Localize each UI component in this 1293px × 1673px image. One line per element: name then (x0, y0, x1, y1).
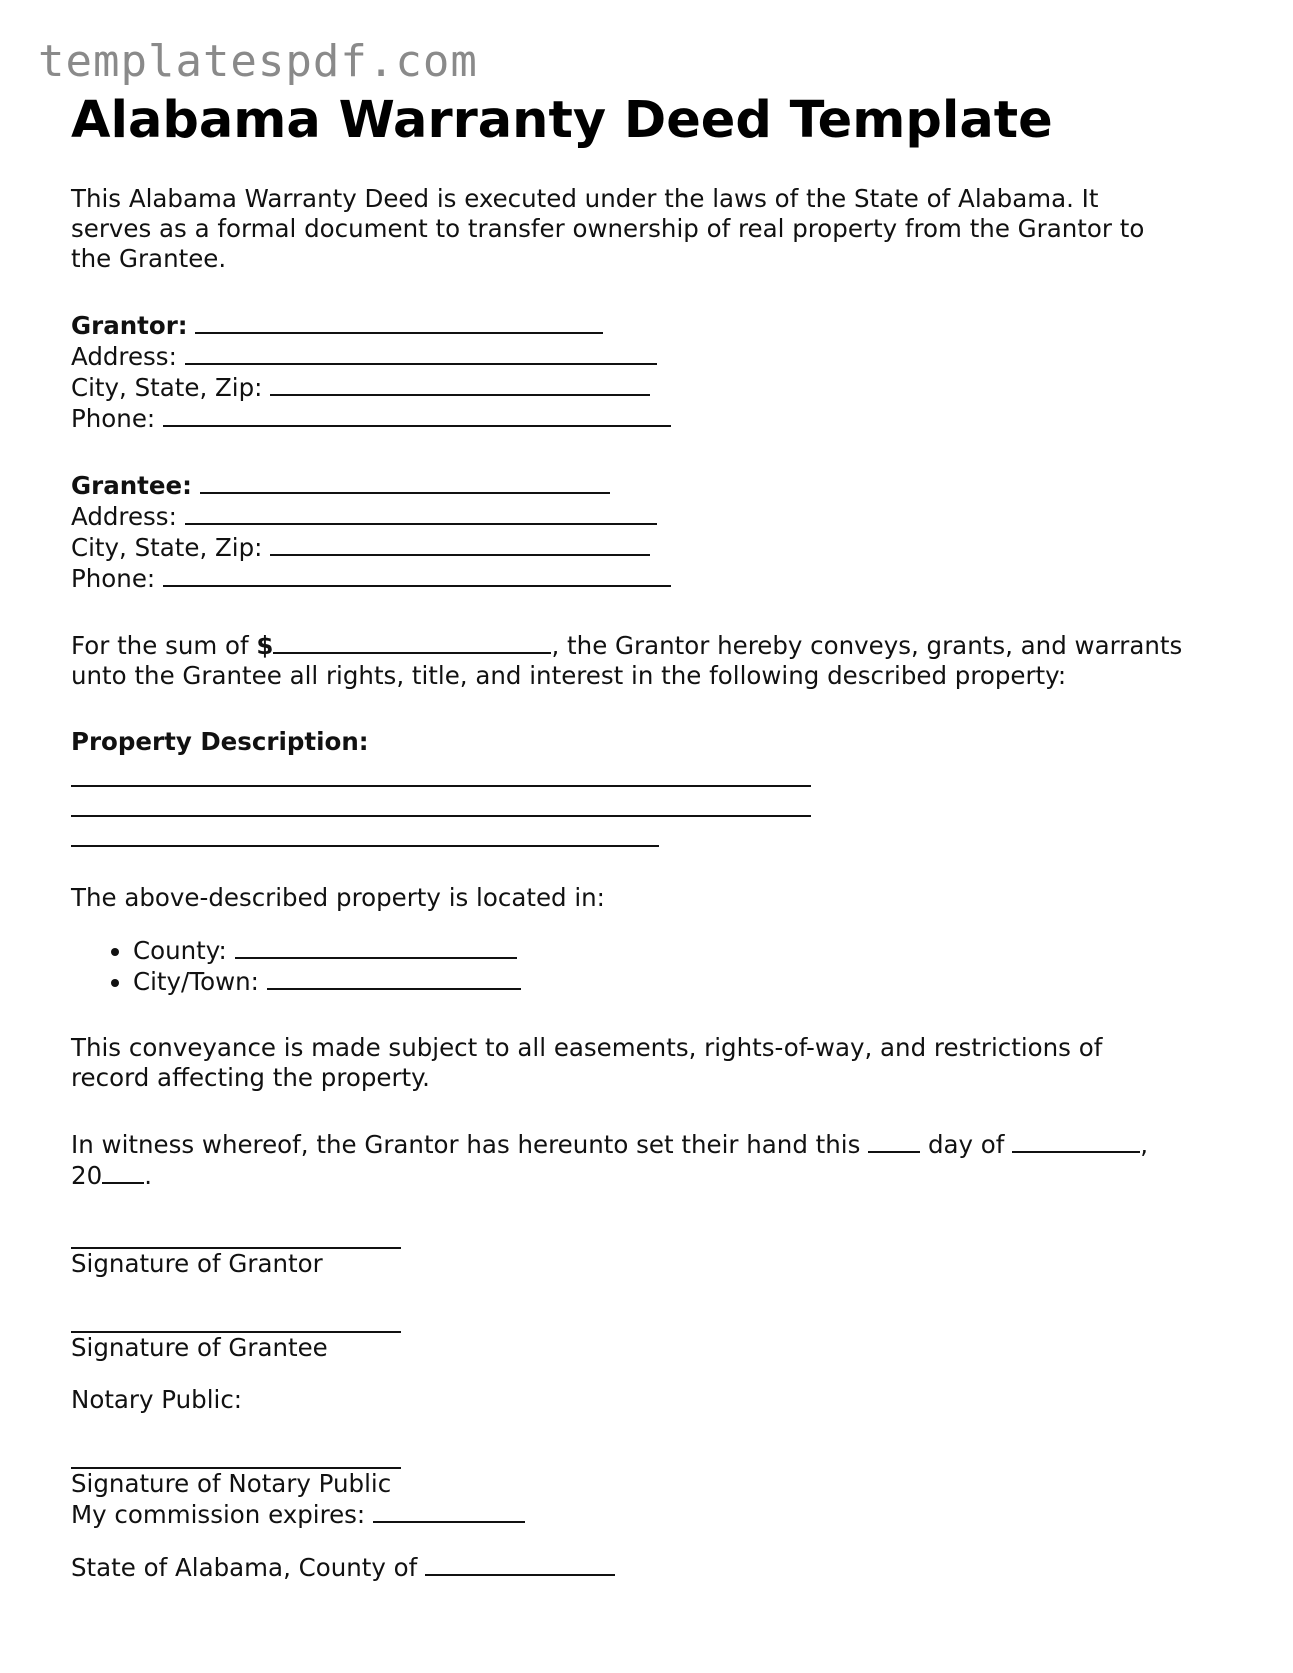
notary-heading: Notary Public: (71, 1385, 243, 1414)
grantor-address-field[interactable] (185, 341, 657, 365)
city-town-label: City/Town: (133, 967, 259, 996)
grantor-section (71, 310, 1231, 434)
grantor-city-label: City, State, Zip: (71, 373, 263, 402)
county-label: County: (133, 936, 227, 965)
watermark: templatespdf.com (38, 36, 478, 87)
subject-line: This conveyance is made subject to all easements, rights-of-way, and restrictions of (71, 1033, 1103, 1062)
grantor-name-field[interactable] (195, 310, 603, 334)
county-field[interactable] (235, 935, 517, 959)
consideration-suffix: , the Grantor hereby conveys, grants, and warrants (551, 631, 1183, 660)
grantee-heading: Grantee: (71, 471, 192, 500)
witness-text: In witness whereof, the Grantor has hereunto set their hand this (71, 1130, 869, 1159)
state-county-line (71, 1552, 1231, 1583)
consideration-amount-field[interactable] (273, 630, 551, 654)
commission-expiry-field[interactable] (373, 1499, 525, 1523)
grantee-phone-label: Phone: (71, 564, 156, 593)
grantor-signature-label: Signature of Grantor (71, 1249, 323, 1278)
notary-signature-line[interactable] (71, 1445, 401, 1469)
grantee-phone-field[interactable] (163, 563, 671, 587)
grantee-city-field[interactable] (270, 532, 650, 556)
month-field[interactable] (1012, 1129, 1140, 1153)
grantee-name-field[interactable] (200, 470, 610, 494)
intro-line: serves as a formal document to transfer ownership of real property from the Grantor to (71, 214, 1145, 243)
intro-paragraph (71, 184, 1231, 274)
witness-text: day of (920, 1130, 1013, 1159)
consideration-paragraph (71, 630, 1231, 691)
list-item (133, 935, 1231, 966)
grantor-city-field[interactable] (270, 372, 650, 396)
day-field[interactable] (868, 1129, 920, 1153)
grantee-signature-label: Signature of Grantee (71, 1333, 328, 1362)
witness-text: , (1140, 1130, 1148, 1159)
grantee-signature-block (71, 1309, 1231, 1363)
state-county-label: State of Alabama, County of (71, 1553, 426, 1582)
grantor-heading: Grantor: (71, 311, 188, 340)
grantor-phone-label: Phone: (71, 404, 156, 433)
currency-symbol: $ (256, 631, 274, 660)
year-suffix: . (144, 1161, 152, 1190)
consideration-line: unto the Grantee all rights, title, and interest in the following described property: (71, 661, 1067, 690)
location-list (71, 935, 1231, 997)
page-title: Alabama Warranty Deed Template (71, 91, 1053, 150)
list-item (133, 966, 1231, 997)
year-field[interactable] (102, 1160, 144, 1184)
grantee-signature-line[interactable] (71, 1309, 401, 1333)
consideration-prefix: For the sum of (71, 631, 257, 660)
intro-line: This Alabama Warranty Deed is executed under the laws of the State of Alabama. It (71, 184, 1099, 213)
grantor-address-label: Address: (71, 342, 177, 371)
notary-signature-label: Signature of Notary Public (71, 1469, 392, 1498)
property-description-line[interactable] (71, 757, 811, 787)
intro-line: the Grantee. (71, 244, 227, 273)
grantee-city-label: City, State, Zip: (71, 533, 263, 562)
location-intro: The above-described property is located in: (71, 883, 605, 912)
subject-paragraph (71, 1033, 1231, 1093)
grantor-signature-line[interactable] (71, 1225, 401, 1249)
property-description-line[interactable] (71, 817, 659, 847)
subject-line: record affecting the property. (71, 1063, 430, 1092)
property-description-line[interactable] (71, 787, 811, 817)
notary-signature-block (71, 1445, 1231, 1530)
grantee-section (71, 470, 1231, 594)
commission-label: My commission expires: (71, 1500, 373, 1529)
property-heading: Property Description: (71, 727, 369, 756)
grantor-signature-block (71, 1225, 1231, 1279)
property-section (71, 727, 1231, 847)
grantee-address-field[interactable] (185, 501, 657, 525)
city-town-field[interactable] (267, 966, 521, 990)
grantee-address-label: Address: (71, 502, 177, 531)
document-body (71, 90, 1231, 1583)
witness-paragraph (71, 1129, 1231, 1191)
year-prefix: 20 (71, 1161, 103, 1190)
county-of-field[interactable] (425, 1552, 615, 1576)
grantor-phone-field[interactable] (163, 403, 671, 427)
